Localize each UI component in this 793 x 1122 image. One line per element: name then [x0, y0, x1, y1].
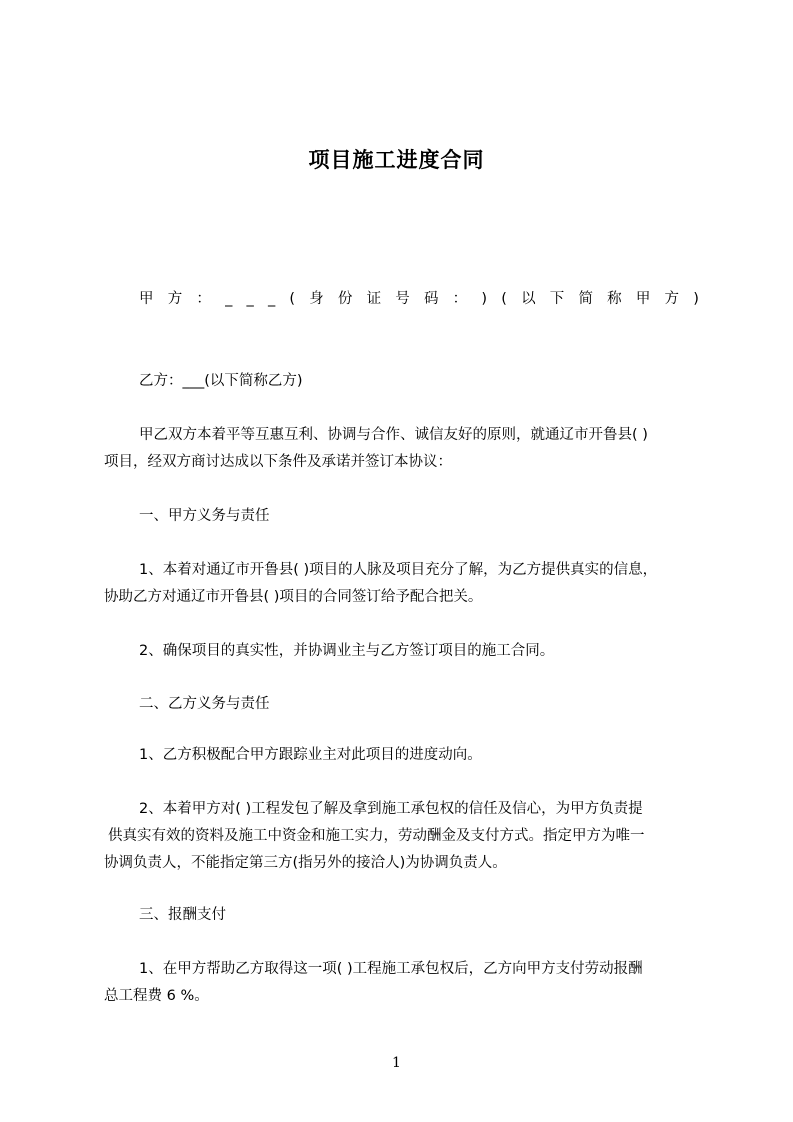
- section3-heading: 三、报酬支付: [139, 907, 226, 923]
- section1-item2: 2、确保项目的真实性，并协调业主与乙方签订项目的施工合同。: [139, 643, 555, 659]
- party-a-char: 称: [607, 291, 622, 307]
- section2-heading: 二、乙方义务与责任: [139, 696, 270, 712]
- section2-item1: 1、乙方积极配合甲方跟踪业主对此项目的进度动向。: [139, 747, 482, 763]
- party-a-char: 身: [309, 291, 324, 307]
- party-a-char: 甲: [139, 291, 154, 307]
- party-a-char: ): [481, 291, 488, 307]
- party-a-char: 下: [549, 291, 565, 307]
- party-a-char: 码: [423, 291, 439, 307]
- party-a-char: 简: [578, 291, 593, 307]
- intro-line-2: 项目，经双方商讨达成以下条件及承诺并签订本协议：: [104, 454, 452, 470]
- section2-item2-line-3: 协调负责人，不能指定第三方(指另外的接洽人)为协调负责人。: [104, 855, 507, 871]
- party-a-char: 以: [521, 291, 536, 307]
- document-title: 项目施工进度合同: [308, 148, 485, 172]
- party-a-char: ：: [196, 291, 211, 307]
- party-a-char: 方: [664, 291, 680, 307]
- party-a-char: 号: [395, 291, 410, 307]
- page-number: 1: [392, 1055, 401, 1071]
- section1-item1-line-2: 协助乙方对通辽市开鲁县( )项目的合同签订给予配合把关。: [104, 589, 483, 605]
- party-a-char: 份: [337, 291, 353, 307]
- section2-item2-line-2: 供真实有效的资料及施工中资金和施工实力，劳动酬金及支付方式。指定甲方为唯一: [108, 828, 645, 844]
- party-a-char: (: [289, 291, 296, 307]
- party-a-char: 方: [167, 291, 183, 307]
- section2-item2-line-1: 2、本着甲方对( )工程发包了解及拿到施工承包权的信任及信心，为甲方负责提: [139, 801, 643, 817]
- section1-heading: 一、甲方义务与责任: [139, 508, 270, 524]
- section3-item1-line-1: 1、在甲方帮助乙方取得这一项( )工程施工承包权后，乙方向甲方支付劳动报酬: [139, 961, 643, 977]
- party-a-char: 证: [366, 291, 382, 307]
- party-a-char: _: [267, 291, 276, 307]
- party-a-char: ): [693, 291, 699, 307]
- party-a-char: (: [501, 291, 507, 307]
- party-a-char: ：: [452, 291, 468, 307]
- intro-line-1: 甲乙双方本着平等互惠互利、协调与合作、诚信友好的原则，就通辽市开鲁县( ): [139, 427, 648, 443]
- party-a-char: _: [225, 291, 233, 307]
- party-a-char: 甲: [635, 291, 651, 307]
- party-b-line: 乙方：___(以下简称乙方): [139, 373, 303, 389]
- party-a-line: [139, 290, 699, 308]
- section3-item1-line-2: 总工程费 6 %。: [104, 988, 209, 1004]
- party-a-char: _: [246, 291, 254, 307]
- section1-item1-line-1: 1、本着对通辽市开鲁县( )项目的人脉及项目充分了解，为乙方提供真实的信息，: [139, 562, 658, 578]
